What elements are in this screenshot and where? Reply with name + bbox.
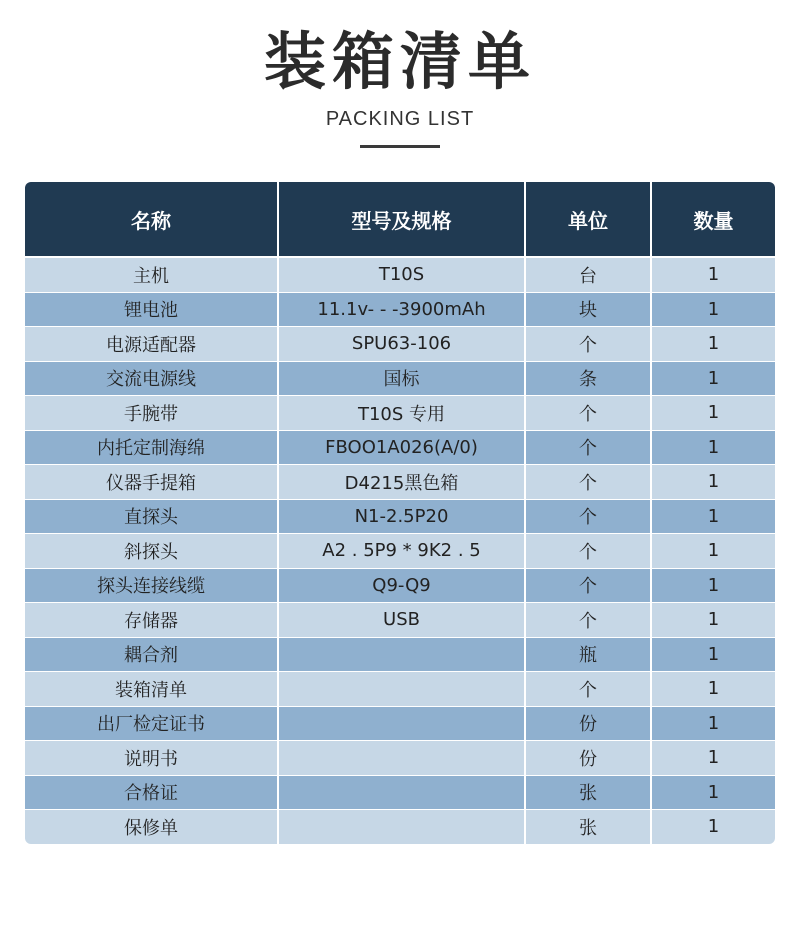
cell-model: Q9-Q9 (278, 568, 525, 603)
cell-quantity: 1 (651, 465, 775, 500)
cell-unit: 个 (525, 396, 651, 431)
cell-model: 11.1v- - -3900mAh (278, 292, 525, 327)
cell-name: 探头连接线缆 (25, 568, 278, 603)
cell-model: FBOO1A026(A/0) (278, 430, 525, 465)
column-header-name: 名称 (25, 182, 278, 257)
table-row (25, 465, 775, 500)
table-row (25, 637, 775, 672)
column-header-model: 型号及规格 (278, 182, 525, 257)
cell-unit: 张 (525, 775, 651, 810)
cell-quantity: 1 (651, 810, 775, 844)
column-header-unit: 单位 (525, 182, 651, 257)
cell-quantity: 1 (651, 499, 775, 534)
cell-quantity: 1 (651, 327, 775, 362)
cell-quantity: 1 (651, 672, 775, 707)
cell-quantity: 1 (651, 637, 775, 672)
table-header-row (25, 182, 775, 257)
cell-unit: 条 (525, 361, 651, 396)
cell-quantity: 1 (651, 775, 775, 810)
table-row (25, 257, 775, 292)
cell-name: 交流电源线 (25, 361, 278, 396)
cell-model (278, 741, 525, 776)
cell-name: 装箱清单 (25, 672, 278, 707)
cell-unit: 个 (525, 603, 651, 638)
cell-unit: 个 (525, 534, 651, 569)
table-body (25, 257, 775, 844)
table-row (25, 499, 775, 534)
table-row (25, 603, 775, 638)
table-row (25, 810, 775, 844)
cell-unit: 台 (525, 257, 651, 292)
page-subtitle: PACKING LIST (325, 108, 475, 130)
cell-name: 耦合剂 (25, 637, 278, 672)
cell-name: 合格证 (25, 775, 278, 810)
table-row (25, 396, 775, 431)
table-row (25, 361, 775, 396)
cell-model: 国标 (278, 361, 525, 396)
cell-quantity: 1 (651, 534, 775, 569)
cell-model: D4215黑色箱 (278, 465, 525, 500)
cell-name: 内托定制海绵 (25, 430, 278, 465)
cell-quantity: 1 (651, 603, 775, 638)
cell-name: 说明书 (25, 741, 278, 776)
cell-unit: 份 (525, 706, 651, 741)
table-row (25, 672, 775, 707)
table-row (25, 292, 775, 327)
cell-name: 存储器 (25, 603, 278, 638)
cell-unit: 个 (525, 568, 651, 603)
cell-quantity: 1 (651, 361, 775, 396)
cell-name: 仪器手提箱 (25, 465, 278, 500)
table-row (25, 741, 775, 776)
table-row (25, 568, 775, 603)
cell-unit: 个 (525, 499, 651, 534)
page-title: 装箱清单 (263, 25, 536, 98)
cell-model: T10S 专用 (278, 396, 525, 431)
cell-unit: 个 (525, 327, 651, 362)
cell-unit: 张 (525, 810, 651, 844)
cell-quantity: 1 (651, 257, 775, 292)
packing-list-table (25, 182, 775, 844)
table-row (25, 706, 775, 741)
cell-unit: 个 (525, 430, 651, 465)
cell-name: 出厂检定证书 (25, 706, 278, 741)
cell-unit: 份 (525, 741, 651, 776)
cell-unit: 个 (525, 672, 651, 707)
cell-quantity: 1 (651, 568, 775, 603)
cell-model: N1-2.5P20 (278, 499, 525, 534)
table-row (25, 327, 775, 362)
cell-name: 主机 (25, 257, 278, 292)
cell-name: 保修单 (25, 810, 278, 844)
cell-quantity: 1 (651, 396, 775, 431)
cell-quantity: 1 (651, 741, 775, 776)
cell-model (278, 672, 525, 707)
cell-quantity: 1 (651, 430, 775, 465)
cell-unit: 块 (525, 292, 651, 327)
cell-name: 直探头 (25, 499, 278, 534)
cell-name: 手腕带 (25, 396, 278, 431)
cell-quantity: 1 (651, 706, 775, 741)
cell-quantity: 1 (651, 292, 775, 327)
cell-model (278, 775, 525, 810)
cell-model (278, 637, 525, 672)
page-header (0, 0, 800, 182)
table-row (25, 534, 775, 569)
cell-model (278, 810, 525, 844)
table-row (25, 430, 775, 465)
cell-name: 电源适配器 (25, 327, 278, 362)
cell-model (278, 706, 525, 741)
title-divider (360, 145, 440, 148)
cell-unit: 个 (525, 465, 651, 500)
cell-name: 斜探头 (25, 534, 278, 569)
cell-model: T10S (278, 257, 525, 292)
cell-model: USB (278, 603, 525, 638)
cell-name: 锂电池 (25, 292, 278, 327)
column-header-quantity: 数量 (651, 182, 775, 257)
packing-list-table-container (25, 182, 775, 844)
cell-model: SPU63-106 (278, 327, 525, 362)
table-row (25, 775, 775, 810)
cell-unit: 瓶 (525, 637, 651, 672)
cell-model: A2 . 5P9 * 9K2 . 5 (278, 534, 525, 569)
